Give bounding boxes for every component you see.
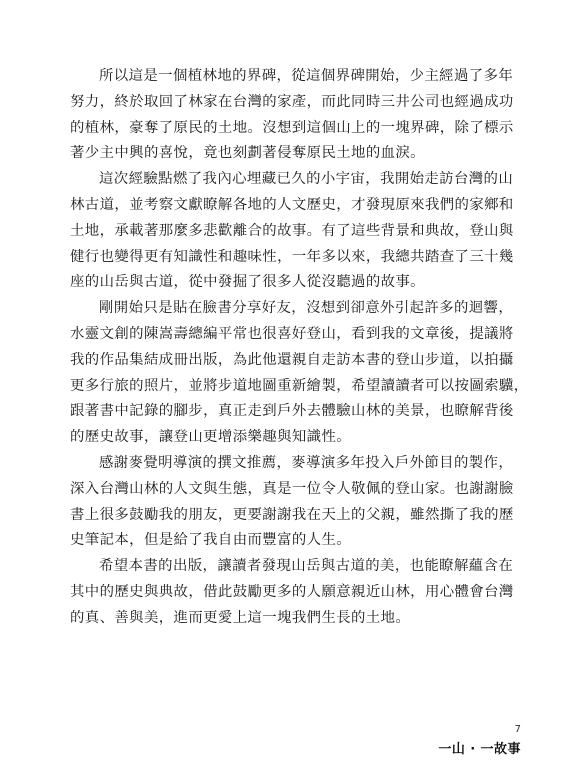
text-line: 努力，終於取回了林家在台灣的家產，而此同時三井公司也經過成功	[70, 93, 514, 110]
paragraph-4	[70, 451, 514, 554]
text-line: 土地，承載著那麼多悲歡離合的故事。有了這些背景和典故，登山與	[70, 222, 514, 239]
text-line: 更多行旅的照片，並將步道地圖重新繪製，希望讀讀者可以按圖索驥，	[70, 377, 529, 394]
text-line: 跟著書中記錄的腳步，真正走到戶外去體驗山林的美景，也瞭解背後	[70, 403, 514, 420]
body-text	[70, 64, 529, 632]
page-footer	[438, 724, 521, 758]
text-line: 的歷史故事，讓登山更增添樂趣與知識性。	[70, 429, 352, 446]
text-line: 林古道，並考察文獻瞭解各地的人文歷史，才發現原來我們的家鄉和	[70, 196, 514, 213]
paragraph-2	[70, 167, 514, 296]
text-line: 的植林，豪奪了原民的土地。沒想到這個山上的一塊界碑，除了標示	[70, 119, 514, 136]
text-line: 史筆記本，但是給了我自由而豐富的人生。	[70, 532, 352, 549]
text-line: 深入台灣山林的人文與生態，真是一位令人敬佩的登山家。也謝謝臉	[70, 480, 514, 497]
text-line: 健行也變得更有知識性和趣味性，一年多以來，我總共踏查了三十幾	[70, 248, 514, 265]
text-line: 其中的歷史與典故，借此鼓勵更多的人願意親近山林，用心體會台灣	[70, 583, 514, 600]
text-line: 水靈文創的陳嵩壽總編平常也很喜好登山，看到我的文章後，提議將	[70, 325, 514, 342]
text-line: 感謝麥覺明導演的撰文推薦，麥導演多年投入戶外節目的製作，	[99, 454, 514, 471]
running-footer-title: 一山 ‧ 一故事	[438, 742, 521, 757]
paragraph-5	[70, 554, 514, 631]
text-line: 書上很多鼓勵我的朋友，更要謝謝我在天上的父親，雖然撕了我的歷	[70, 506, 514, 523]
page-number: 7	[514, 724, 521, 735]
text-line: 我的作品集結成冊出版，為此他還親自走訪本書的登山步道，以拍攝	[70, 351, 514, 368]
text-line: 著少主中興的喜悅，竟也刻劃著侵奪原民土地的血淚。	[70, 145, 425, 162]
text-line: 座的山岳與古道，從中發掘了很多人從沒聽過的故事。	[70, 274, 425, 291]
text-line: 的真、善與美，進而更愛上這一塊我們生長的土地。	[70, 609, 411, 626]
text-line: 所以這是一個植林地的界碑，從這個界碑開始，少主經過了多年	[99, 68, 514, 84]
text-line: 這次經驗點燃了我內心埋藏已久的小宇宙，我開始走訪台灣的山	[99, 171, 514, 188]
text-line: 剛開始只是貼在臉書分享好友，沒想到卻意外引起許多的迴響，	[99, 300, 514, 317]
paragraph-1	[70, 64, 514, 167]
text-line: 希望本書的出版，讓讀者發現山岳與古道的美，也能瞭解蘊含在	[99, 558, 514, 575]
paragraph-3	[70, 296, 529, 451]
